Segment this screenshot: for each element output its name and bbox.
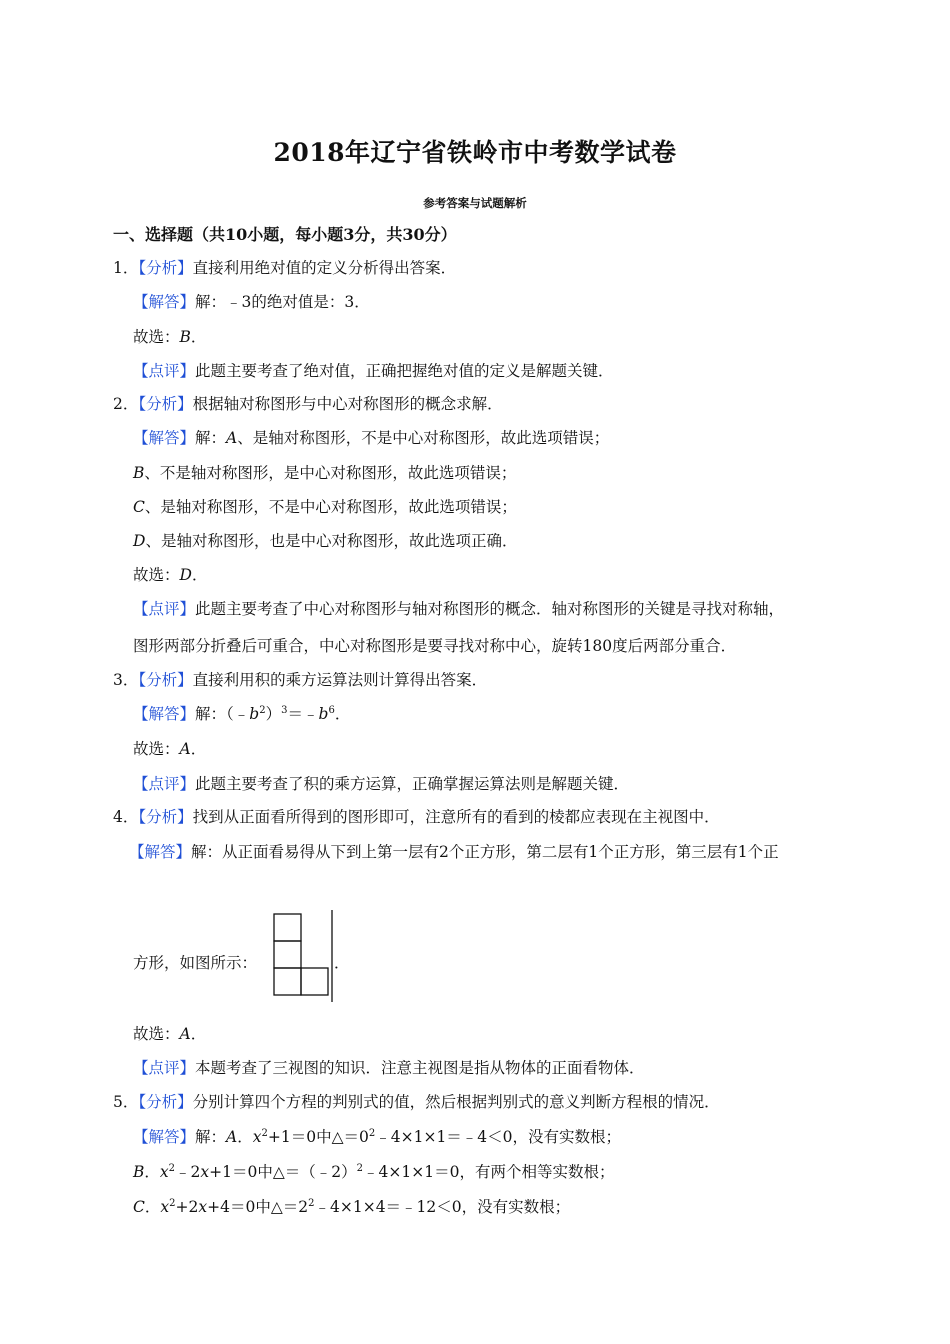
var-x: x	[198, 1198, 208, 1216]
answer-prefix: 解：	[195, 1128, 227, 1146]
front-view-figure	[271, 908, 335, 1004]
q2-option-d-line	[133, 531, 517, 551]
equation-part: ﹣2	[175, 1163, 201, 1181]
square-bottom-left	[274, 968, 301, 995]
option-d-letter: D	[133, 532, 146, 550]
comment-tag: 【点评】	[133, 362, 196, 380]
q2-comment-2: 图形两部分折叠后可重合，中心对称图形是要寻找对称中心，旋转180度后两部分重合．	[133, 637, 737, 655]
equation-part: +2	[175, 1198, 199, 1216]
option-c-text: 、是轴对称图形，不是中心对称图形，故此选项错误；	[144, 498, 517, 516]
exponent: 2	[356, 1162, 364, 1174]
q5-analysis: 分别计算四个方程的判别式的值，然后根据判别式的意义判断方程根的情况．	[192, 1093, 720, 1111]
q2-choice-line	[133, 565, 207, 585]
q2-number: 2．	[113, 395, 139, 413]
comment-tag: 【点评】	[133, 600, 196, 618]
analysis-tag: 【分析】	[138, 1093, 193, 1111]
option-b-text: 、不是轴对称图形，是中心对称图形，故此选项错误；	[144, 464, 517, 482]
q2-comment-1: 此题主要考查了中心对称图形与轴对称图形的概念．轴对称图形的关键是寻找对称轴，	[195, 600, 785, 618]
q4-comment-line	[133, 1058, 645, 1078]
answer-tag: 【解答】	[133, 1128, 196, 1146]
exponent: 2	[169, 1197, 176, 1209]
q3-analysis-line	[113, 670, 487, 690]
choice-prefix: 故选：	[133, 328, 180, 346]
q4-number: 4．	[113, 808, 139, 826]
var-b: b	[249, 705, 260, 723]
choice-suffix: ．	[190, 740, 207, 758]
exponent: 2	[261, 1127, 268, 1139]
period: ．	[334, 705, 351, 723]
equation-end: ﹣4×1×1＝0，有两个相等实数根；	[363, 1163, 615, 1181]
q1-choice: B	[179, 328, 191, 346]
q5-option-c-line: C．$x^2+2x+4=0$中$\triangle=2^2﹣4\times 1\times 4=﹣12<0$，没有实数根；	[133, 1197, 571, 1216]
q2-comment-line-2	[133, 636, 736, 656]
q2-analysis: 根据轴对称图形与中心对称图形的概念求解．	[192, 395, 503, 413]
q3-choice-line	[133, 739, 206, 759]
choice-prefix: 故选：	[133, 566, 180, 584]
q1-answer: 解：﹣3的绝对值是：3．	[195, 293, 370, 311]
q1-comment: 此题主要考查了绝对值，正确把握绝对值的定义是解题关键．	[195, 362, 614, 380]
page-title: 2018年辽宁省铁岭市中考数学试卷	[273, 138, 677, 167]
option-c-letter: C	[133, 498, 145, 516]
answer-prefix: 解：	[195, 429, 227, 447]
q4-analysis-line	[113, 807, 720, 827]
exponent: 3	[281, 704, 288, 716]
q5-number: 5．	[113, 1093, 139, 1111]
answer-tag: 【解答】	[133, 429, 196, 447]
page-subtitle: 参考答案与试题解析	[423, 196, 527, 210]
option-c-letter: C	[133, 1198, 145, 1216]
square-bottom-right	[301, 968, 328, 995]
answer-tag: 【解答】	[133, 293, 196, 311]
q1-comment-line	[133, 361, 614, 381]
q2-option-c-line	[133, 497, 517, 517]
q4-answer-line	[129, 842, 779, 862]
answer-tag: 【解答】	[133, 705, 196, 723]
equation-end: ﹣4×1×1＝﹣4＜0，没有实数根；	[375, 1128, 622, 1146]
option-b-letter: B	[133, 1163, 145, 1181]
q5-answer-line: 【解答】解：A．$x^2+1=0$中$\triangle=0^2﹣4\times 1\times 1=﹣4<0$，没有实数根；	[133, 1127, 622, 1146]
q4-answer-cont-line	[133, 953, 257, 973]
q1-answer-line	[133, 292, 370, 312]
exponent: 2	[368, 1127, 376, 1139]
q4-answer-cont: 方形，如图所示：	[133, 954, 258, 972]
option-a-text: 、是轴对称图形，不是中心对称图形，故此选项错误；	[237, 429, 610, 447]
analysis-tag: 【分析】	[138, 395, 193, 413]
choice-prefix: 故选：	[133, 1025, 180, 1043]
var-x: x	[160, 1198, 170, 1216]
choice-suffix: ．	[190, 1025, 207, 1043]
q4-analysis: 找到从正面看所得到的图形即可，注意所有的看到的棱都应表现在主视图中．	[192, 808, 720, 826]
answer-prefix: 解：（﹣	[195, 705, 250, 723]
var-b: b	[318, 705, 329, 723]
equation-part: +4＝0中△＝2	[207, 1198, 309, 1216]
comment-tag: 【点评】	[133, 1059, 196, 1077]
equation-end: ﹣4×1×4＝﹣12＜0，没有实数根；	[314, 1198, 571, 1216]
q1-choice-line	[133, 327, 206, 347]
equals: ＝﹣	[287, 705, 319, 723]
q2-answer-line	[133, 428, 609, 448]
q1-analysis-line	[113, 258, 456, 278]
exponent: 2	[168, 1162, 176, 1174]
equation-part: +1＝0中△＝0	[267, 1128, 369, 1146]
option-b-letter: B	[133, 464, 145, 482]
choice-suffix: ．	[190, 328, 207, 346]
q3-number: 3．	[113, 671, 139, 689]
q5-analysis-line	[113, 1092, 720, 1112]
var-x: x	[159, 1163, 169, 1181]
analysis-tag: 【分析】	[138, 259, 193, 277]
paren: ）	[265, 705, 282, 723]
var-x: x	[252, 1128, 262, 1146]
q4-choice: A	[179, 1025, 191, 1043]
q4-after-figure: ．	[334, 954, 350, 972]
option-a-letter: A	[226, 1128, 238, 1146]
q3-comment: 此题主要考查了积的乘方运算，正确掌握运算法则是解题关键．	[195, 775, 630, 793]
section-heading: 一、选择题（共10小题，每小题3分，共30分）	[113, 225, 457, 244]
square-top	[274, 914, 301, 941]
answer-tag: 【解答】	[129, 843, 192, 861]
q4-choice-line	[133, 1024, 206, 1044]
q1-number: 1．	[113, 259, 139, 277]
q5-option-b-line: B．$x^2﹣2x+1=0$中△＝（﹣2）$^2$﹣4×1×1＝0，有两个相等实数根；	[133, 1162, 615, 1181]
q2-analysis-line	[113, 394, 503, 414]
q2-comment-line	[133, 599, 784, 619]
q2-choice: D	[179, 566, 192, 584]
q3-answer-line	[133, 704, 350, 724]
exponent: 2	[308, 1197, 315, 1209]
comment-tag: 【点评】	[133, 775, 196, 793]
choice-prefix: 故选：	[133, 740, 180, 758]
exponent: 6	[328, 704, 335, 716]
square-middle	[274, 941, 301, 968]
q1-analysis: 直接利用绝对值的定义分析得出答案．	[192, 259, 457, 277]
choice-suffix: ．	[191, 566, 208, 584]
var-x: x	[200, 1163, 210, 1181]
option-d-text: 、是轴对称图形，也是中心对称图形，故此选项正确．	[145, 532, 518, 550]
q3-comment-line	[133, 774, 629, 794]
analysis-tag: 【分析】	[138, 808, 193, 826]
equation-part: +1＝0中△＝（﹣2）	[209, 1163, 357, 1181]
option-a-letter: A	[226, 429, 238, 447]
exponent: 2	[259, 704, 266, 716]
q2-option-b-line	[133, 463, 516, 483]
q3-analysis: 直接利用积的乘方运算法则计算得出答案．	[192, 671, 488, 689]
q4-answer: 解：从正面看易得从下到上第一层有2个正方形，第二层有1个正方形，第三层有1个正	[191, 843, 779, 861]
analysis-tag: 【分析】	[138, 671, 193, 689]
q4-comment: 本题考查了三视图的知识．注意主视图是指从物体的正面看物体．	[195, 1059, 645, 1077]
q3-choice: A	[179, 740, 191, 758]
